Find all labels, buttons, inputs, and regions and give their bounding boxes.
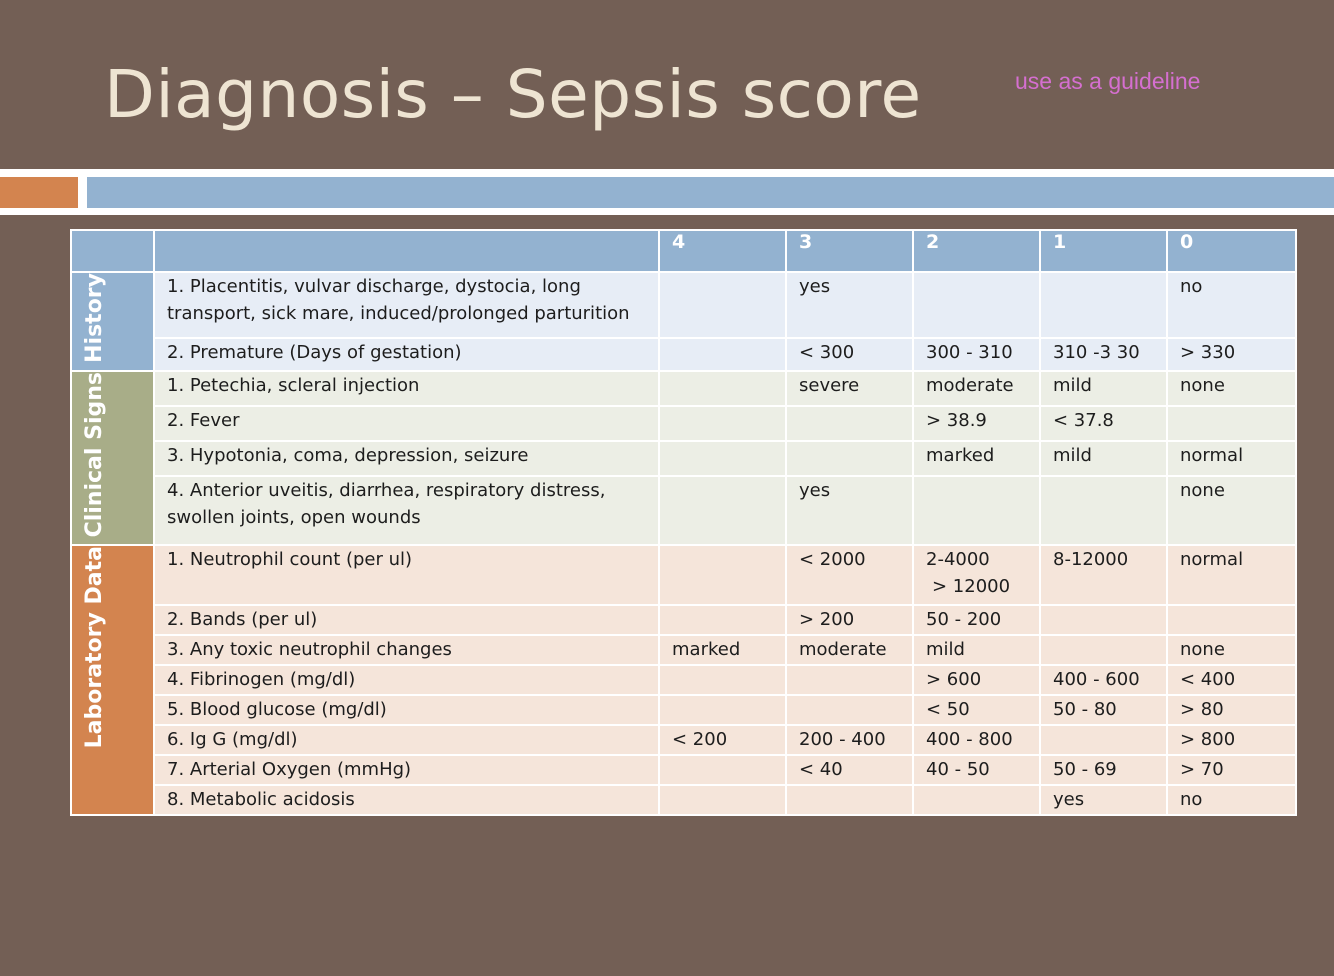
score-4-cell xyxy=(659,755,786,785)
score-0-cell: > 330 xyxy=(1167,338,1296,371)
score-2-cell xyxy=(913,545,1040,605)
sepsis-score-table xyxy=(70,229,1297,816)
criterion-label: 8. Metabolic acidosis xyxy=(154,785,659,815)
score-2-line-2: > 12000 xyxy=(932,576,1011,598)
score-3-cell: yes xyxy=(786,272,913,338)
score-0-cell: > 800 xyxy=(1167,725,1296,755)
score-4-cell xyxy=(659,272,786,338)
score-1-cell xyxy=(1040,635,1167,665)
header-score-1: 1 xyxy=(1040,230,1167,272)
table-row xyxy=(71,441,1296,476)
section-laboratory-data xyxy=(71,545,154,815)
criterion-label: 1. Neutrophil count (per ul) xyxy=(154,545,659,605)
section-clinical-signs xyxy=(71,371,154,545)
score-0-cell: > 70 xyxy=(1167,755,1296,785)
score-4-cell xyxy=(659,785,786,815)
score-3-cell xyxy=(786,785,913,815)
score-4-cell: < 200 xyxy=(659,725,786,755)
score-0-cell: > 80 xyxy=(1167,695,1296,725)
table-row xyxy=(71,725,1296,755)
accent-bar-orange xyxy=(0,177,78,208)
criterion-label: 1. Placentitis, vulvar discharge, dystocia, long transport, sick mare, induced/prolonged parturition xyxy=(154,272,659,338)
score-2-cell xyxy=(913,785,1040,815)
score-1-cell: 400 - 600 xyxy=(1040,665,1167,695)
score-2-cell xyxy=(913,476,1040,546)
score-1-cell: 50 - 69 xyxy=(1040,755,1167,785)
score-4-cell xyxy=(659,695,786,725)
score-0-cell: no xyxy=(1167,272,1296,338)
criterion-label: 1. Petechia, scleral injection xyxy=(154,371,659,406)
score-3-cell: moderate xyxy=(786,635,913,665)
table-row xyxy=(71,476,1296,546)
criterion-label: 2. Bands (per ul) xyxy=(154,605,659,635)
score-2-cell: < 50 xyxy=(913,695,1040,725)
header-score-2: 2 xyxy=(913,230,1040,272)
score-0-cell: normal xyxy=(1167,441,1296,476)
table-row xyxy=(71,545,1296,605)
criterion-label: 7. Arterial Oxygen (mmHg) xyxy=(154,755,659,785)
score-3-cell: yes xyxy=(786,476,913,546)
score-4-cell xyxy=(659,371,786,406)
score-1-cell: mild xyxy=(1040,371,1167,406)
score-4-cell: marked xyxy=(659,635,786,665)
score-3-cell xyxy=(786,441,913,476)
table-row xyxy=(71,272,1296,338)
score-3-cell: 200 - 400 xyxy=(786,725,913,755)
table-row xyxy=(71,755,1296,785)
score-2-line-1: 2-4000 xyxy=(926,549,990,571)
accent-bar-blue xyxy=(87,177,1334,208)
score-0-cell: no xyxy=(1167,785,1296,815)
score-3-cell xyxy=(786,695,913,725)
score-1-cell: yes xyxy=(1040,785,1167,815)
criterion-label: 3. Any toxic neutrophil changes xyxy=(154,635,659,665)
criterion-label: 5. Blood glucose (mg/dl) xyxy=(154,695,659,725)
score-2-cell: moderate xyxy=(913,371,1040,406)
score-0-cell xyxy=(1167,605,1296,635)
table-row xyxy=(71,695,1296,725)
page-title: Diagnosis – Sepsis score xyxy=(104,56,922,133)
score-1-cell xyxy=(1040,272,1167,338)
header-score-0: 0 xyxy=(1167,230,1296,272)
score-1-cell: 310 -3 30 xyxy=(1040,338,1167,371)
score-2-cell: 50 - 200 xyxy=(913,605,1040,635)
table-row xyxy=(71,371,1296,406)
score-2-cell: mild xyxy=(913,635,1040,665)
score-1-cell: 8-12000 xyxy=(1040,545,1167,605)
score-4-cell xyxy=(659,476,786,546)
score-1-cell: 50 - 80 xyxy=(1040,695,1167,725)
score-1-cell xyxy=(1040,725,1167,755)
score-3-cell: < 2000 xyxy=(786,545,913,605)
score-0-cell: none xyxy=(1167,635,1296,665)
score-3-cell: < 300 xyxy=(786,338,913,371)
table-row xyxy=(71,406,1296,441)
score-1-cell: mild xyxy=(1040,441,1167,476)
section-label: History xyxy=(82,273,107,363)
score-1-cell: < 37.8 xyxy=(1040,406,1167,441)
score-4-cell xyxy=(659,665,786,695)
score-2-cell: 300 - 310 xyxy=(913,338,1040,371)
header-category xyxy=(71,230,154,272)
section-history xyxy=(71,272,154,371)
score-2-cell: marked xyxy=(913,441,1040,476)
score-2-cell: > 600 xyxy=(913,665,1040,695)
criterion-label: 2. Premature (Days of gestation) xyxy=(154,338,659,371)
header-score-4: 4 xyxy=(659,230,786,272)
score-4-cell xyxy=(659,545,786,605)
header-row xyxy=(71,230,1296,272)
table-row xyxy=(71,605,1296,635)
table-row xyxy=(71,665,1296,695)
score-2-cell xyxy=(913,272,1040,338)
score-3-cell: > 200 xyxy=(786,605,913,635)
score-0-cell: none xyxy=(1167,371,1296,406)
score-3-cell: severe xyxy=(786,371,913,406)
score-2-cell: > 38.9 xyxy=(913,406,1040,441)
score-0-cell: normal xyxy=(1167,545,1296,605)
score-0-cell xyxy=(1167,406,1296,441)
criterion-label: 2. Fever xyxy=(154,406,659,441)
criterion-label: 6. Ig G (mg/dl) xyxy=(154,725,659,755)
score-4-cell xyxy=(659,406,786,441)
section-label: Clinical Signs xyxy=(82,371,107,538)
score-0-cell: none xyxy=(1167,476,1296,546)
criterion-label: 4. Fibrinogen (mg/dl) xyxy=(154,665,659,695)
guideline-note: use as a guideline xyxy=(1015,68,1201,94)
score-3-cell xyxy=(786,665,913,695)
score-2-cell: 400 - 800 xyxy=(913,725,1040,755)
table-row xyxy=(71,785,1296,815)
table-row xyxy=(71,338,1296,371)
section-label: Laboratory Data xyxy=(82,546,107,749)
table-row xyxy=(71,635,1296,665)
score-1-cell xyxy=(1040,476,1167,546)
criterion-label: 3. Hypotonia, coma, depression, seizure xyxy=(154,441,659,476)
score-4-cell xyxy=(659,441,786,476)
score-3-cell xyxy=(786,406,913,441)
score-2-cell: 40 - 50 xyxy=(913,755,1040,785)
header-criteria xyxy=(154,230,659,272)
score-4-cell xyxy=(659,338,786,371)
header-score-3: 3 xyxy=(786,230,913,272)
score-0-cell: < 400 xyxy=(1167,665,1296,695)
score-1-cell xyxy=(1040,605,1167,635)
criterion-label: 4. Anterior uveitis, diarrhea, respiratory distress, swollen joints, open wounds xyxy=(154,476,659,546)
score-4-cell xyxy=(659,605,786,635)
score-3-cell: < 40 xyxy=(786,755,913,785)
